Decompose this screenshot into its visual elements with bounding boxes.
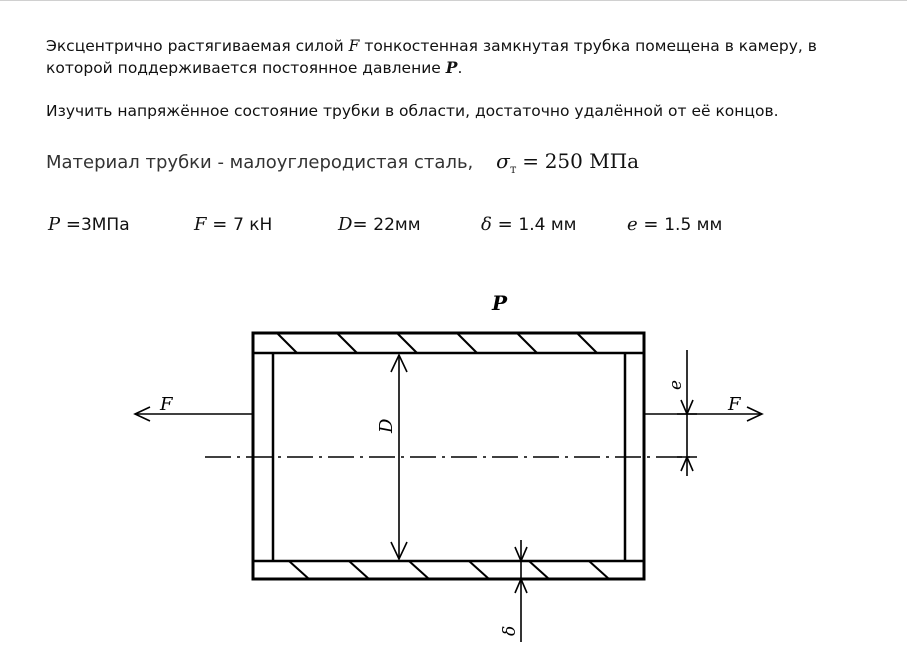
force-right-label: F [728, 394, 741, 415]
yield-stress-subscript: т [509, 162, 517, 176]
param-eccentricity-name: e [627, 214, 638, 235]
tube-outer-outline [253, 333, 644, 579]
param-force-value: 7 кН [233, 215, 273, 235]
top-wall-hatching [277, 333, 597, 353]
yield-stress-equals: = [522, 149, 539, 173]
param-diameter-value: 22мм [373, 215, 421, 235]
eccentricity-label: e [666, 379, 686, 390]
pressure-label: P [492, 291, 508, 315]
param-pressure-eq: = [65, 214, 81, 235]
param-pressure-value: 3МПа [80, 215, 130, 235]
problem-line1-suffix: тонкостенная замкнутая трубка помещена в камеру, в [364, 37, 817, 55]
param-eccentricity-eq: = [643, 214, 659, 235]
problem-line1-prefix: Эксцентрично растягиваемая силой [46, 37, 344, 55]
force-left-label: F [160, 394, 173, 415]
problem-line2-var: P [445, 58, 458, 77]
param-diameter-name: D [338, 214, 353, 235]
param-thickness-value: 1.4 мм [518, 215, 577, 235]
param-force-name: F [194, 214, 207, 235]
yield-stress-value: 250 МПа [544, 149, 640, 173]
diameter-label: D [376, 418, 397, 433]
problem-line2-suffix: . [457, 59, 463, 77]
material-label: Материал трубки - малоуглеродистая сталь, [46, 152, 474, 173]
param-pressure-name: P [48, 214, 61, 235]
param-diameter-eq: = [352, 214, 368, 235]
problem-task: Изучить напряжённое состояние трубки в области, достаточно удалённой от её концов. [46, 102, 779, 120]
param-force-eq: = [212, 214, 228, 235]
thickness-label: δ [500, 625, 520, 636]
yield-stress-symbol: σ [496, 149, 510, 173]
problem-line1-var: F [348, 37, 360, 55]
bottom-wall-hatching [289, 561, 609, 579]
param-eccentricity-value: 1.5 мм [664, 215, 723, 235]
param-thickness-eq: = [497, 214, 513, 235]
param-thickness-name: δ [481, 214, 492, 235]
problem-line2-prefix: которой поддерживается постоянное давление [46, 59, 441, 77]
